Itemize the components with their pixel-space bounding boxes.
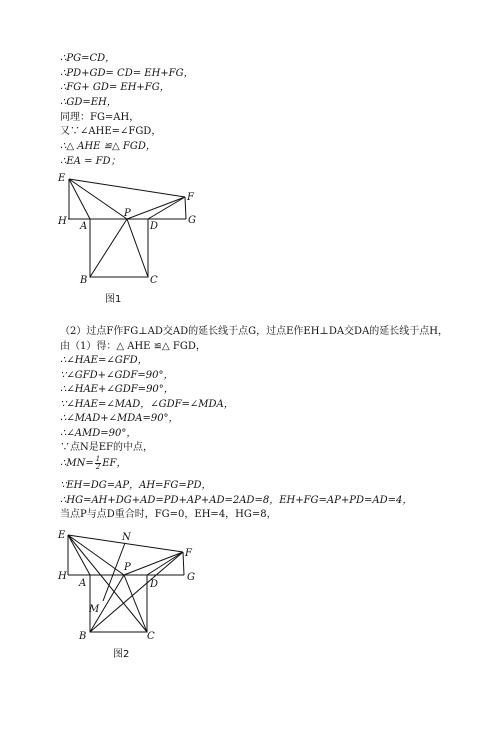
text-line: ∴PD+GD= CD= EH+FG， [60, 68, 194, 79]
label-h: H [58, 216, 67, 227]
text-line: 同理：FG=AH， [60, 112, 140, 123]
mn-suffix: EF， [102, 458, 127, 469]
text-line: ∵点N是EF的中点， [60, 442, 153, 453]
line-fb [90, 552, 183, 632]
label-c: C [147, 631, 155, 642]
label-g: G [187, 572, 195, 583]
label-c: C [150, 275, 158, 286]
label-d: D [150, 221, 159, 232]
line-fp [124, 552, 183, 575]
label-f: F [187, 192, 194, 203]
label-a: A [79, 578, 87, 589]
label-b: B [79, 631, 87, 642]
text-line: ∴FG+ GD= EH+FG， [60, 82, 170, 93]
label-a: A [80, 221, 88, 232]
label-e: E [58, 173, 66, 184]
line-fg [183, 552, 184, 575]
text-line: 由（1）得：△ AHE ≌△ FGD， [60, 341, 206, 352]
mn-prefix: ∴MN= [60, 458, 94, 469]
fraction-denominator: 2 [95, 463, 101, 471]
label-d: D [150, 579, 159, 590]
text-line: ∴∠HAE=∠GFD， [60, 355, 148, 366]
text-line: ∴PG=CD， [60, 53, 116, 64]
label-g: G [188, 215, 196, 226]
figure1-caption: 图1 [105, 294, 122, 305]
label-b: B [80, 275, 88, 286]
text-line: ∵∠GFD+∠GDF=90°， [60, 370, 174, 381]
figure2-caption: 图2 [113, 649, 130, 660]
label-m: M [89, 604, 100, 615]
line-ea [68, 535, 90, 575]
label-f: F [185, 548, 192, 559]
text-line: ∴EA = FD； [60, 156, 121, 167]
text-line: ∴△ AHE ≌△ FGD， [60, 141, 156, 152]
text-line: ∴GD=EH， [60, 97, 117, 108]
text-line: ∴HG=AH+DG+AD=PD+AP+AD=2AD=8，EH+FG=AP+PD=AD=4， [60, 495, 413, 506]
line-cp [124, 575, 147, 632]
label-e: E [58, 530, 66, 541]
text-line: ∵∠HAE=∠MAD，∠GDF=∠MDA， [60, 399, 234, 410]
label-n: N [122, 532, 131, 543]
label-p: P [124, 208, 131, 219]
text-line: ∴∠AMD=90°， [60, 428, 137, 439]
text-line: ∴∠MAD+∠MDA=90°， [60, 413, 179, 424]
text-line: 当点P与点D重合时，FG=0，EH=4，HG=8， [60, 509, 277, 520]
text-line: 又∵∠AHE=∠FGD， [60, 126, 162, 137]
text-line: ∵EH=DG=AP，AH=FG=PD， [60, 480, 212, 491]
label-h: H [58, 571, 67, 582]
label-p: P [124, 562, 131, 573]
text-line: （2）过点F作FG⊥AD交AD的延长线于点G，过点E作EH⊥DA交DA的延长线于点H， [60, 326, 449, 337]
text-line: ∴∠HAE+∠GDF=90°， [60, 384, 174, 395]
fraction-numerator: 1 [95, 455, 101, 463]
